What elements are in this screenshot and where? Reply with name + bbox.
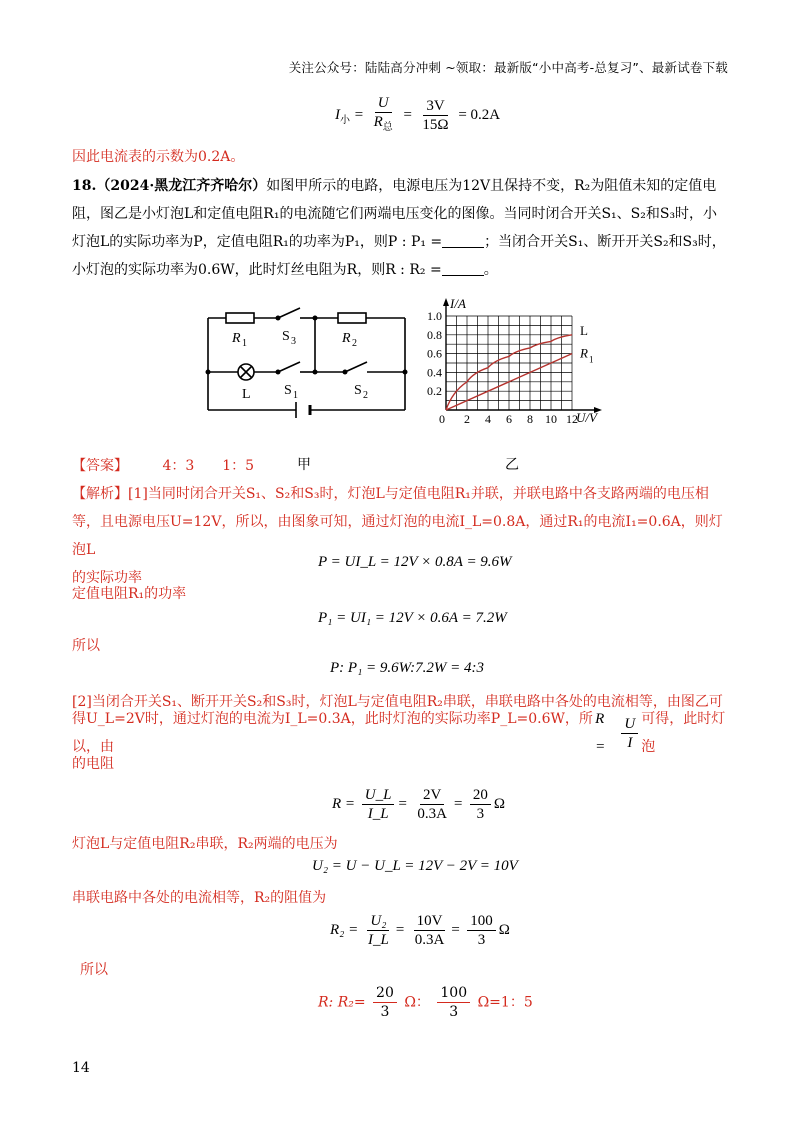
x-axis-label: U/V — [576, 410, 597, 425]
equation-4: R = $\frac{U\_L}{I\_L}$ = $\frac{2V}{0.3A}$ = $\frac{20}{3}$ Ω — [332, 787, 505, 822]
iv-chart — [418, 296, 608, 432]
eq6-f1-num: U₂ — [367, 912, 389, 931]
label-r2: R — [342, 331, 351, 346]
y-axis-arrow — [443, 298, 449, 306]
label-r1: R — [232, 331, 241, 346]
y-tick-label: 0.4 — [427, 365, 442, 380]
label-s1-sub: 1 — [293, 390, 298, 401]
ohm-law-fraction: $\frac{U}{I}$ — [621, 715, 638, 752]
eq6-unit: Ω — [498, 921, 510, 938]
top-eq-frac1-den-sub: 总 — [382, 122, 393, 133]
question-block — [72, 172, 732, 284]
eq4-f2-den: 0.3A — [417, 806, 447, 822]
label-s1: S — [284, 383, 292, 398]
analysis-p1-line2: 等，且电源电压U=12V，所以，由图象可知，通过灯泡的电流I_L=0.8A，通过R₁的电流I₁=0.6A，则灯泡L — [72, 514, 723, 558]
equation-2: P₁ = UI₁ = 12V × 0.6A = 7.2W — [318, 610, 507, 626]
top-eq-frac2 — [419, 97, 451, 134]
eq7-end: Ω=1：5 — [477, 994, 533, 1011]
x-tick-label: 4 — [485, 412, 491, 426]
eq7-f2-num: 100 — [437, 984, 470, 1003]
top-eq-frac1-den: R — [373, 114, 383, 130]
analysis-part1 — [72, 480, 732, 592]
eq4-f1-num: U_L — [362, 786, 395, 805]
question-text-1: 如图甲所示的电路，电源电压为12V且保持不变，R₂为阻值未知的定值电 — [266, 178, 717, 194]
analysis-p3: 所以 — [72, 638, 100, 654]
label-r2-sub: 2 — [352, 338, 357, 349]
answer-line — [72, 452, 732, 480]
circuit-diagram — [200, 298, 420, 450]
top-eq-lhs-sub: 小 — [340, 114, 350, 126]
top-equation: $I_小$ = $\frac{U}{R_总}$ = $\frac{3V}{15\Omega}$ = 0.2A — [335, 94, 500, 137]
label-r1-sub: 1 — [242, 338, 247, 349]
eq4-lhs: R = — [332, 795, 356, 812]
question-source: （2024·黑龙江齐齐哈尔） — [96, 178, 267, 194]
x-tick-label: 10 — [545, 412, 557, 426]
eq7-lhs: R: R₂= — [318, 994, 366, 1011]
label-lamp: L — [242, 387, 251, 402]
analysis-p1-line3: 的实际功率 — [72, 570, 142, 586]
analysis-p7: 所以 — [80, 962, 108, 978]
y-tick-label: 0.2 — [427, 384, 442, 399]
x-tick-label: 6 — [506, 412, 512, 426]
question-number: 18. — [72, 178, 97, 194]
analysis-p4-line2: 得U_L=2V时，通过灯泡的电流为I_L=0.3A，此时灯泡的实际功率P_L=0.6W，所以，由 R = $\frac{U}{I}$ 可得，此时灯泡 — [72, 716, 732, 750]
analysis-p6: 串联电路中各处的电流相等，R₂的阻值为 — [72, 890, 327, 906]
analysis-p4-line2b: 可得，此时灯泡 — [641, 711, 726, 755]
x-tick-label: 0 — [439, 412, 445, 426]
x-tick-label: 2 — [464, 412, 470, 426]
analysis-part2 — [72, 688, 732, 778]
equation-5: U₂ = U − U_L = 12V − 2V = 10V — [312, 858, 518, 874]
y-tick-label: 1.0 — [427, 309, 442, 323]
answer-blank-1[interactable] — [442, 233, 484, 248]
question-text-4b: 。 — [483, 262, 498, 278]
label-s3: S — [282, 329, 290, 344]
analysis-p2: 定值电阻R₁的功率 — [72, 586, 187, 602]
equation-7 — [318, 984, 533, 1021]
question-line-2: 阻，图乙是小灯泡L和定值电阻R₁的电流随它们两端电压变化的图像。当同时闭合开关S₁、S₂和S₃时，小 — [72, 206, 718, 222]
x-tick-label: 8 — [527, 412, 533, 426]
analysis-p4-line2a: 得U_L=2V时，通过灯泡的电流为I_L=0.3A，此时灯泡的实际功率P_L=0.6W，所以，由 — [72, 711, 593, 755]
eq6-f3-num: 100 — [467, 912, 496, 931]
answer-label: 【答案】 — [72, 458, 128, 474]
y-tick-label: 0.6 — [427, 346, 442, 361]
analysis-p5: 灯泡L与定值电阻R₂串联，R₂两端的电压为 — [72, 836, 338, 852]
answer-blank-2[interactable] — [442, 261, 484, 276]
eq6-f2-den: 0.3A — [414, 932, 445, 948]
page-number: 14 — [72, 1060, 90, 1076]
eq7-mid: Ω： — [404, 994, 430, 1011]
label-s3-sub: 3 — [291, 336, 296, 347]
analysis-p4-line1: [2]当闭合开关S₁、断开开关S₂和S₃时，灯泡L与定值电阻R₂串联，串联电路中各处的电流相等，由图乙可 — [72, 694, 723, 710]
question-text-3a: 灯泡L的实际功率为P，定值电阻R₁的功率为P₁，则P : P₁ = — [72, 234, 443, 250]
analysis-p1-line1: [1]当同时闭合开关S₁、S₂和S₃时，灯泡L与定值电阻R₁并联，并联电路中各支路两端的电压相 — [128, 486, 709, 502]
question-line-3 — [72, 228, 732, 256]
top-eq-lhs: I — [335, 106, 340, 123]
equation-3: P: P₁ = 9.6W:7.2W = 4:3 — [330, 660, 485, 676]
top-eq-frac2-num: 3V — [423, 97, 447, 116]
eq4-f3-num: 20 — [470, 786, 491, 805]
eq6-f1-den: I_L — [368, 932, 389, 948]
answer-values: 4：3 1：5 — [162, 458, 255, 474]
eq6-f2-num: 10V — [414, 912, 446, 931]
analysis-label: 【解析】 — [72, 486, 128, 502]
prev-conclusion: 因此电流表的示数为0.2A。 — [72, 149, 245, 165]
equation-6: R₂ = $\frac{\text{U₂}}{I\_L}$ = $\frac{10V}{0.3A}$ = $\frac{100}{3}$ Ω — [330, 913, 510, 948]
equation-1: P = UI_L = 12V × 0.8A = 9.6W — [318, 554, 512, 570]
question-line-1 — [72, 172, 732, 200]
eq4-f3-den: 3 — [476, 806, 485, 822]
question-text-3b: ；当闭合开关S₁、断开开关S₂和S₃时， — [484, 234, 726, 250]
series-label: L — [580, 322, 588, 338]
header-note: 关注公众号：陆陆高分冲刺 ~领取：最新版“小中高考-总复习”、最新试卷下载 — [288, 60, 728, 75]
eq6-f3-den: 3 — [477, 932, 486, 948]
eq4-f2-num: 2V — [420, 786, 444, 805]
series-label: R — [580, 345, 588, 361]
eq7-f2-den: 3 — [449, 1004, 459, 1020]
question-text-4a: 小灯泡的实际功率为0.6W，此时灯丝电阻为R，则R : R₂ = — [72, 262, 442, 278]
label-s2-sub: 2 — [363, 390, 368, 401]
eq7-f1-den: 3 — [380, 1004, 390, 1020]
top-eq-frac1-num: U — [375, 94, 392, 113]
x-tick-label: 12 — [566, 412, 578, 426]
label-s2: S — [354, 383, 362, 398]
question-line-4 — [72, 256, 732, 284]
analysis-p4-line3: 的电阻 — [72, 756, 114, 772]
top-eq-frac1 — [371, 94, 396, 137]
top-eq-frac2-den: 15Ω — [422, 117, 449, 133]
eq4-f1-den: I_L — [367, 806, 389, 822]
chart-caption: 乙 — [505, 457, 519, 473]
eq6-lhs: R₂ = — [330, 921, 359, 938]
top-eq-result: = 0.2A — [458, 106, 501, 123]
y-tick-label: 0.8 — [427, 327, 442, 342]
circuit-caption: 甲 — [297, 457, 311, 473]
y-axis-label: I/A — [450, 296, 466, 311]
chart-grid — [446, 316, 572, 410]
series-label-sub: 1 — [589, 354, 594, 365]
eq4-unit: Ω — [493, 795, 505, 812]
eq7-f1-num: 20 — [373, 984, 397, 1003]
